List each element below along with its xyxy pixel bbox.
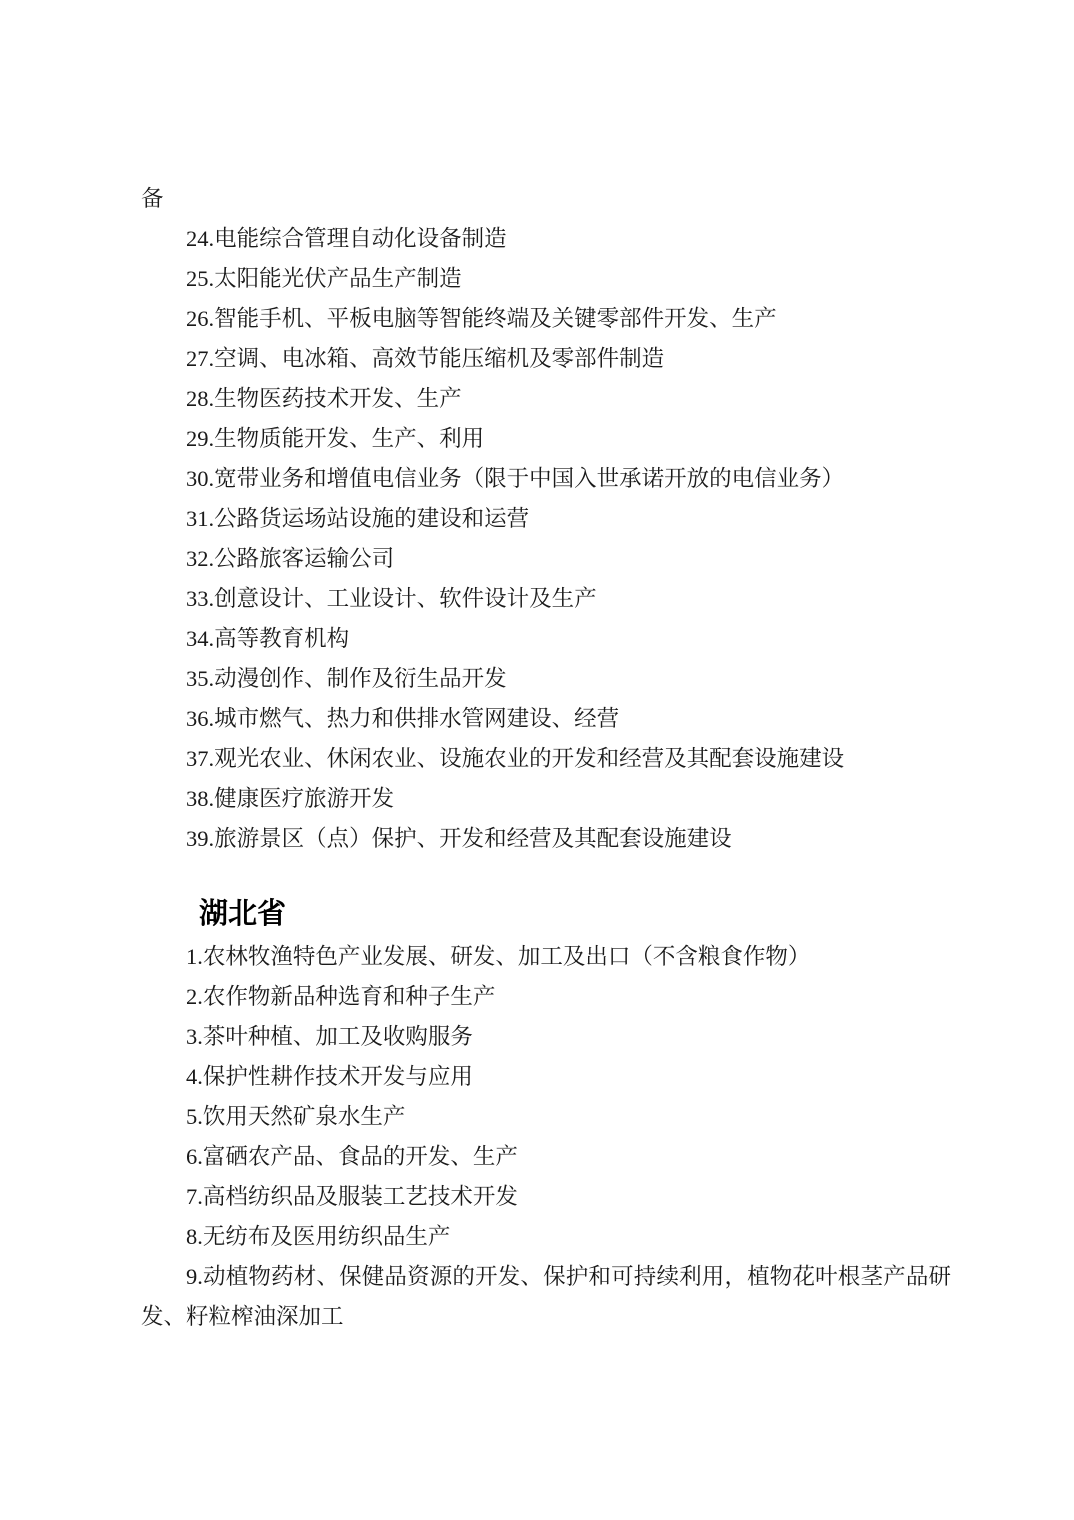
list-item: 9.动植物药材、保健品资源的开发、保护和可持续利用，植物花叶根茎产品研发、籽粒榨油深加工: [141, 1264, 951, 1329]
list-item: 28.生物医药技术开发、生产: [186, 386, 462, 411]
list-item: 1.农林牧渔特色产业发展、研发、加工及出口（不含粮食作物）: [186, 944, 811, 969]
list-item: 2.农作物新品种选育和种子生产: [186, 984, 496, 1009]
list-item: 27.空调、电冰箱、高效节能压缩机及零部件制造: [186, 346, 665, 371]
list-item: 8.无纺布及医用纺织品生产: [186, 1224, 451, 1249]
list-item: 25.太阳能光伏产品生产制造: [186, 266, 462, 291]
industry-list-hubei-province: [141, 937, 951, 1337]
industry-list-previous-province: [141, 219, 951, 859]
list-item: 37.观光农业、休闲农业、设施农业的开发和经营及其配套设施建设: [186, 746, 845, 771]
section-heading-hubei-province: 湖北省: [199, 898, 287, 930]
list-item: 29.生物质能开发、生产、利用: [186, 426, 485, 451]
list-item: 38.健康医疗旅游开发: [186, 786, 395, 811]
list-item: 34.高等教育机构: [186, 626, 350, 651]
list-item: 6.富硒农产品、食品的开发、生产: [186, 1144, 518, 1169]
list-item: 3.茶叶种植、加工及收购服务: [186, 1024, 473, 1049]
list-item: 7.高档纺织品及服装工艺技术开发: [186, 1184, 518, 1209]
list-item: 30.宽带业务和增值电信业务（限于中国入世承诺开放的电信业务）: [186, 466, 845, 491]
list-item: 26.智能手机、平板电脑等智能终端及关键零部件开发、生产: [186, 306, 777, 331]
list-item: 36.城市燃气、热力和供排水管网建设、经营: [186, 706, 620, 731]
list-item: 5.饮用天然矿泉水生产: [186, 1104, 406, 1129]
list-item: 39.旅游景区（点）保护、开发和经营及其配套设施建设: [186, 826, 732, 851]
list-item: 32.公路旅客运输公司: [186, 546, 395, 571]
list-item: 33.创意设计、工业设计、软件设计及生产: [186, 586, 597, 611]
list-item: 35.动漫创作、制作及衍生品开发: [186, 666, 507, 691]
list-item: 4.保护性耕作技术开发与应用: [186, 1064, 473, 1089]
list-item: 24.电能综合管理自动化设备制造: [186, 226, 507, 251]
list-item: 31.公路货运场站设施的建设和运营: [186, 506, 530, 531]
carryover-line: 备: [141, 186, 164, 211]
